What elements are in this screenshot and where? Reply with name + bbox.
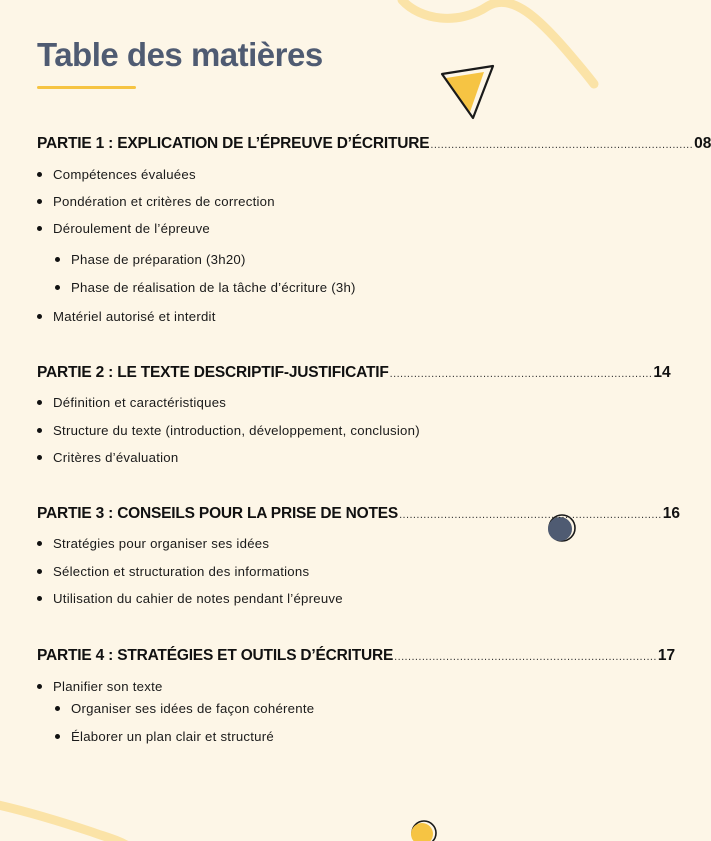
bullet-icon <box>37 596 42 601</box>
bottom-circle-icon <box>411 821 436 841</box>
toc-part-4[interactable] <box>37 647 676 667</box>
part-1-page: 08 <box>694 135 711 152</box>
toc-part-2[interactable] <box>37 364 671 384</box>
bullet-icon <box>37 314 42 319</box>
triangle-icon <box>442 66 493 118</box>
list-item: Définition et caractéristiques <box>37 394 226 412</box>
bullet-icon <box>37 428 42 433</box>
bullet-icon <box>55 285 60 290</box>
bullet-icon <box>37 569 42 574</box>
bullet-icon <box>37 684 42 689</box>
leader-dots: ............................................................................ <box>394 651 657 663</box>
list-item: Critères d’évaluation <box>37 449 178 467</box>
list-item: Matériel autorisé et interdit <box>37 308 216 326</box>
part-1-label: PARTIE 1 : EXPLICATION DE L’ÉPREUVE D’ÉCRITURE <box>37 135 430 152</box>
bullet-icon <box>37 172 42 177</box>
bullet-icon <box>55 706 60 711</box>
part-3-page: 16 <box>662 505 680 522</box>
leader-dots: ............................................................................ <box>399 509 662 521</box>
bullet-icon <box>37 541 42 546</box>
leader-dots: ............................................................................ <box>389 368 653 380</box>
list-item: Pondération et critères de correction <box>37 193 275 211</box>
bullet-icon <box>55 257 60 262</box>
list-item: Sélection et structuration des informations <box>37 563 309 581</box>
part-4-label: PARTIE 4 : STRATÉGIES ET OUTILS D’ÉCRITURE <box>37 647 394 664</box>
part-3-label: PARTIE 3 : CONSEILS POUR LA PRISE DE NOTES <box>37 505 399 522</box>
list-item: Stratégies pour organiser ses idées <box>37 535 269 553</box>
list-item: Planifier son texte <box>37 678 163 696</box>
bullet-icon <box>37 400 42 405</box>
part-2-label: PARTIE 2 : LE TEXTE DESCRIPTIF-JUSTIFICATIF <box>37 364 389 381</box>
bullet-icon <box>37 199 42 204</box>
leader-dots: ............................................................................ <box>430 139 694 151</box>
title-underline <box>37 86 136 89</box>
list-item: Utilisation du cahier de notes pendant l’épreuve <box>37 590 343 608</box>
list-item: Compétences évaluées <box>37 166 196 184</box>
part-4-page: 17 <box>657 647 676 664</box>
list-item: Phase de préparation (3h20) <box>55 251 246 269</box>
list-item: Structure du texte (introduction, développement, conclusion) <box>37 422 420 440</box>
list-item: Déroulement de l’épreuve <box>37 220 210 238</box>
bullet-icon <box>55 734 60 739</box>
top-right-squiggle <box>402 0 594 84</box>
toc-part-1[interactable] <box>37 135 711 155</box>
page-title: Table des matières <box>37 36 323 73</box>
bullet-icon <box>37 226 42 231</box>
bottom-left-squiggle <box>0 804 128 841</box>
list-item: Organiser ses idées de façon cohérente <box>55 700 314 718</box>
list-item: Élaborer un plan clair et structuré <box>55 728 274 746</box>
list-item: Phase de réalisation de la tâche d’écriture (3h) <box>55 279 356 297</box>
part-2-page: 14 <box>653 364 671 381</box>
toc-part-3[interactable] <box>37 505 680 525</box>
bullet-icon <box>37 455 42 460</box>
